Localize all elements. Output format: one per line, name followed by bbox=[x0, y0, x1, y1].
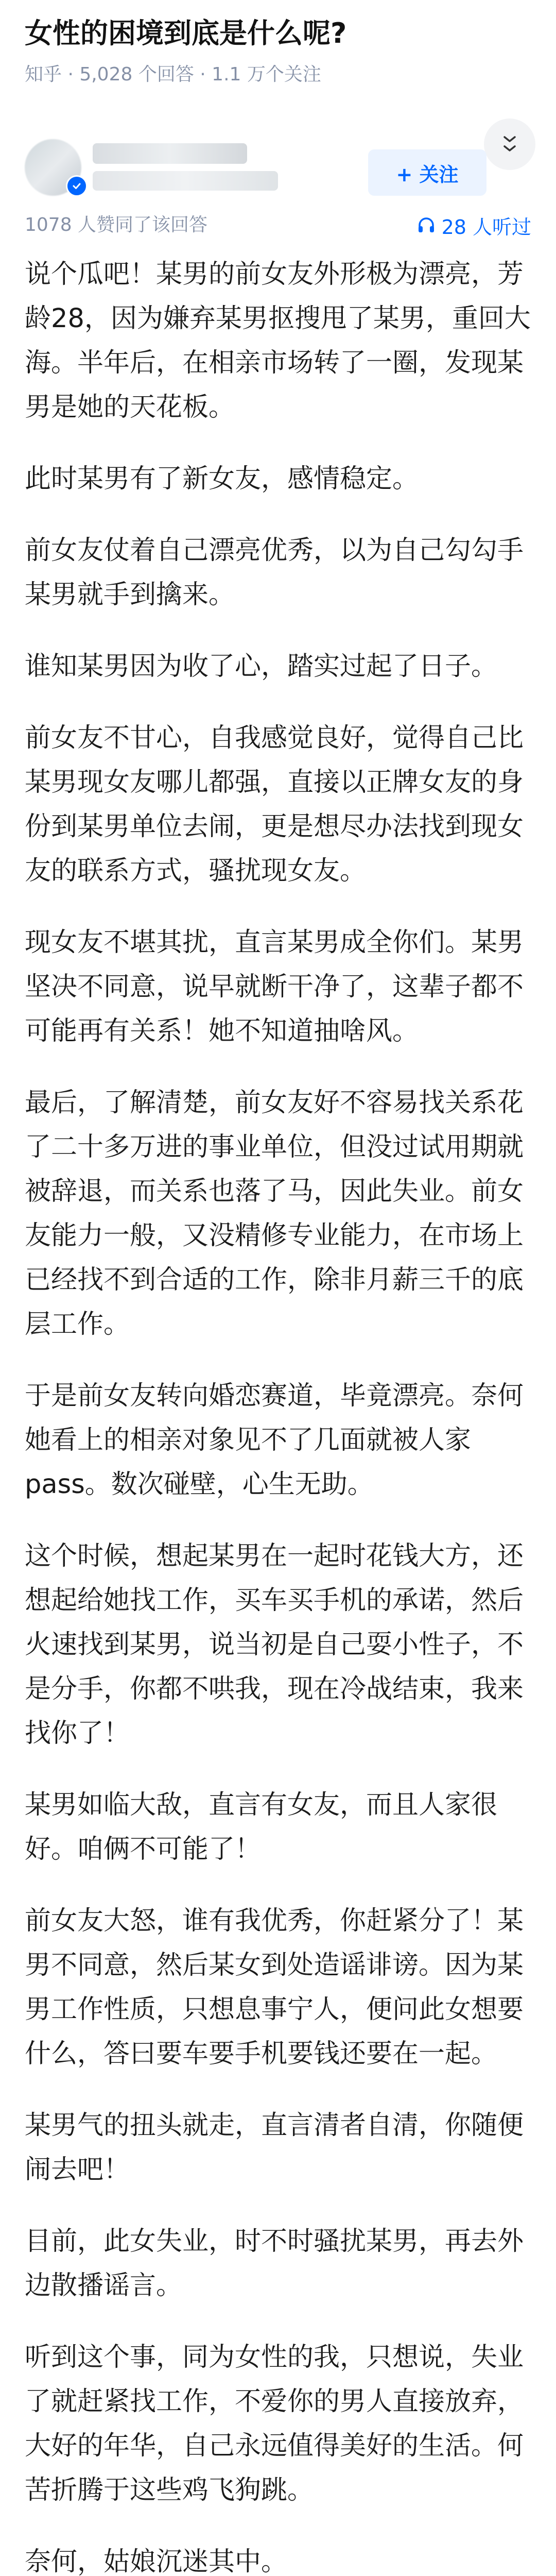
answer-paragraph: 前女友大怒，谁有我优秀，你赶紧分了！某男不同意，然后某女到处造谣诽谤。因为某男工作性质，只想息事宁人，便问此女想要什么，答曰要车要手机要钱还要在一起。 bbox=[25, 1906, 524, 2069]
answer-paragraph: 说个瓜吧！某男的前女友外形极为漂亮，芳龄28，因为嫌弃某男抠搜甩了某男，重回大海。半年后，在相亲市场转了一圈，发现某男是她的天花板。 bbox=[25, 259, 531, 422]
answer-content bbox=[25, 252, 531, 2576]
answer-paragraph: 某男如临大敌，直言有女友，而且人家很好。咱俩不可能了！ bbox=[25, 1790, 498, 1865]
answer-paragraph: 谁知某男因为收了心，踏实过起了日子。 bbox=[25, 651, 498, 682]
likes-count: 1078 人赞同了该回答 bbox=[25, 214, 208, 235]
answer-paragraph: 目前，此女失业，时不时骚扰某男，再去外边散播谣言。 bbox=[25, 2226, 524, 2301]
headphones-icon bbox=[417, 216, 436, 234]
question-title[interactable]: 女性的困境到底是什么呢? bbox=[25, 17, 347, 49]
question-header bbox=[0, 0, 556, 155]
answer-paragraph: 奈何，姑娘沉迷其中。 bbox=[25, 2547, 288, 2576]
question-meta: 知乎 · 5,028 个回答 · 1.1 万个关注 bbox=[25, 64, 321, 85]
answer-stats bbox=[0, 211, 556, 242]
author-row bbox=[0, 139, 556, 206]
answer-paragraph: 某男气的扭头就走，直言清者自清，你随便闹去吧！ bbox=[25, 2110, 524, 2185]
answer-paragraph: 现女友不堪其扰，直言某男成全你们。某男坚决不同意，说早就断干净了，这辈子都不可能再有关系！她不知道抽啥风。 bbox=[25, 927, 524, 1046]
verified-badge-icon bbox=[66, 175, 88, 197]
follow-button[interactable]: + 关注 bbox=[368, 149, 486, 196]
answer-paragraph: 最后，了解清楚，前女友好不容易找关系花了二十多万进的事业单位，但没过试用期就被辞退，而关系也落了马，因此失业。前女友能力一般，又没精修专业能力，在市场上已经找不到合适的工作，除非月薪三千的底层工作。 bbox=[25, 1088, 524, 1340]
answer-paragraph: 前女友仗着自己漂亮优秀，以为自己勾勾手某男就手到擒来。 bbox=[25, 535, 524, 610]
answer-paragraph: 听到这个事，同为女性的我，只想说，失业了就赶紧找工作，不爱你的男人直接放弃，大好的年华，自己永远值得美好的生活。何苦折腾于这些鸡飞狗跳。 bbox=[25, 2342, 524, 2505]
answer-paragraph: 这个时候，想起某男在一起时花钱大方，还想起给她找工作，买车买手机的承诺，然后火速找到某男，说当初是自己耍小性子，不是分手，你都不哄我，现在冷战结束，我来找你了！ bbox=[25, 1541, 524, 1749]
answer-paragraph: 此时某男有了新女友，感情稳定。 bbox=[25, 464, 419, 494]
listeners-count: 28 人听过 bbox=[441, 215, 531, 239]
author-name-blurred[interactable] bbox=[93, 143, 247, 164]
answer-paragraph: 前女友不甘心，自我感觉良好，觉得自己比某男现女友哪儿都强，直接以正牌女友的身份到某男单位去闹，更是想尽办法找到现女友的联系方式，骚扰现女友。 bbox=[25, 723, 524, 886]
author-bio-blurred bbox=[93, 171, 278, 191]
answer-paragraph: 于是前女友转向婚恋赛道，毕竟漂亮。奈何她看上的相亲对象见不了几面就被人家pass。数次碰壁，心生无助。 bbox=[25, 1381, 524, 1500]
listen-button[interactable] bbox=[417, 211, 531, 239]
